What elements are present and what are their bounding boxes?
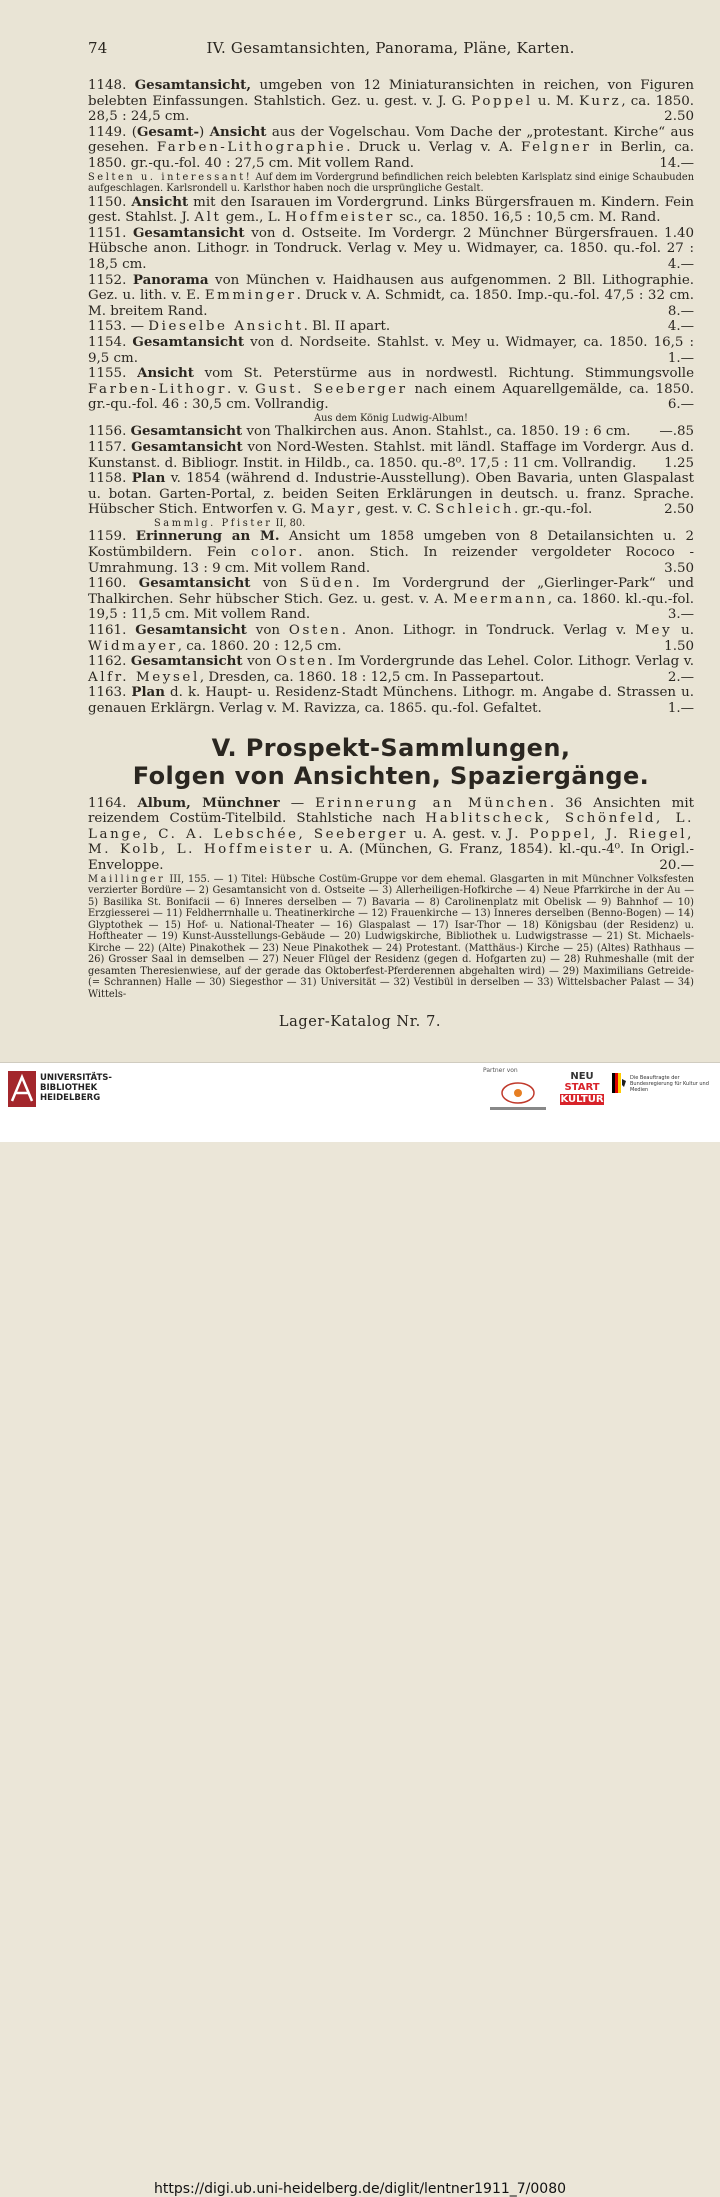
- entry-price: 1.50: [664, 638, 694, 654]
- catalog-entry: [88, 654, 694, 685]
- running-title: IV. Gesamtansichten, Panorama, Pläne, Karten.: [206, 39, 575, 57]
- entry-text: 1159. Erinnerung an M. Ansicht um 1858 umgeben von 8 Detailansichten u. 2 Kostümbildern. Fein color. anon. Stich. In reizender vergoldeter Rococo - Umrahmung. 13 : 9 cm. Mit vollem Rand.: [88, 528, 695, 576]
- entry-text: 1148. Gesamtansicht, umgeben von 12 Miniaturansichten in reichen, von Figuren belebten Einfassungen. Stahlstich. Gez. u. gest. v. J. G. Poppel u. M. Kurz, ca. 1850. 28,5 : 24,5 cm.: [88, 77, 694, 125]
- entry-price: 2.50: [664, 109, 694, 125]
- neustart-line-2: START: [564, 1082, 600, 1093]
- entry-price: 4.—: [667, 319, 694, 335]
- partner-label: Partner von: [483, 1067, 518, 1074]
- section-heading-line-2: Folgen von Ansichten, Spaziergänge.: [132, 761, 650, 790]
- partner-logo-icon: [482, 1079, 554, 1115]
- page-footer: Lager-Katalog Nr. 7.: [278, 1014, 442, 1030]
- entry-price: 8.—: [667, 303, 694, 319]
- catalog-entry: [88, 319, 694, 335]
- catalog-entry: [88, 78, 694, 125]
- catalog-entry: [88, 125, 694, 172]
- catalog-entry: [88, 471, 694, 518]
- entry-price: 20.—: [659, 857, 694, 873]
- entry-price: —.85: [659, 424, 694, 440]
- entry-text: 1162. Gesamtansicht von Osten. Im Vordergrunde das Lehel. Color. Lithogr. Verlag v. Alfr. Meysel, Dresden, ca. 1860. 18 : 12,5 cm. In Passepartout.: [88, 653, 695, 685]
- entry-text: 1163. Plan d. k. Haupt- u. Residenz-Stadt Münchens. Lithogr. m. Angabe d. Strassen u. genauen Erklärgn. Verlag v. M. Ravizza, ca. 1865. qu.-fol. Gefaltet.: [88, 684, 694, 716]
- ub-name-line-2: BIBLIOTHEK: [40, 1083, 98, 1093]
- entry-price: 14.—: [659, 155, 694, 171]
- entry-price: 6.—: [667, 397, 694, 413]
- entry-price: 1.25: [664, 455, 694, 471]
- university-library-name: [40, 1073, 112, 1103]
- bkm-text: Die Beauftragte der Bundesregierung für Kultur und Medien: [630, 1075, 709, 1093]
- entry-text: 1149. (Gesamt-) Ansicht aus der Vogelschau. Vom Dache der „protestant. Kirche“ aus gesehen. Farben-Lithographie. Druck u. Verlag v. A. Felgner in Berlin, ca. 1850. gr.-qu.-fol. 40 : 27,5 cm. Mit vollem Rand.: [88, 123, 694, 171]
- catalog-entry: [88, 529, 694, 576]
- entry-price: 4.—: [667, 256, 694, 272]
- federal-eagle-icon: [612, 1073, 626, 1093]
- catalog-entry: [88, 226, 694, 273]
- neustart-line-1: NEU: [570, 1071, 594, 1082]
- entry-note: Selten u. interessant! Auf dem im Vordergrund befindlichen reich belebten Karlsplatz sind einige Schaubuden aufgeschlagen. Karlsrondell u. Karlsthor haben noch die ursprüngliche Gestalt.: [88, 171, 694, 195]
- catalog-page: [0, 0, 720, 1062]
- entry-text: 1161. Gesamtansicht von Osten. Anon. Lithogr. in Tondruck. Verlag v. Mey u. Widmayer, ca. 1860. 20 : 12,5 cm.: [88, 622, 695, 654]
- neustart-kultur-logo: [560, 1071, 604, 1115]
- entry-price: 3.50: [664, 560, 694, 576]
- catalog-entry: [88, 796, 694, 874]
- section-heading-line-1: V. Prospekt-Sammlungen,: [211, 733, 571, 762]
- section-heading: [88, 734, 694, 790]
- entry-price: 3.—: [667, 607, 694, 623]
- entry-text: 1157. Gesamtansicht von Nord-Westen. Stahlst. mit ländl. Staffage im Vordergr. Aus d. Kunstanst. d. Bibliogr. Instit. in Hildb., ca. 1850. qu.-8⁰. 17,5 : 11 cm. Vollrandig.: [88, 438, 694, 471]
- catalog-entry: [88, 366, 694, 413]
- catalog-entry: [88, 685, 694, 716]
- entry-price: 1.—: [667, 700, 694, 716]
- catalog-entry: [88, 440, 694, 471]
- entry-text: 1164. Album, Münchner — Erinnerung an München. 36 Ansichten mit reizendem Costüm-Titelbild. Stahlstiche nach Hablitscheck, Schönfeld, L. Lange, C. A. Lebschée, Seeberger u. A. gest. v. J. Poppel, J. Riegel, M. Kolb, L. Hoffmeister u. A. (München, G. Franz, 1854). kl.-qu.-4⁰. In Origl.-Enveloppe.: [88, 794, 695, 873]
- ub-name-line-3: HEIDELBERG: [40, 1093, 101, 1103]
- catalog-body: [88, 78, 694, 1000]
- neustart-line-3: KULTUR: [560, 1094, 604, 1105]
- catalog-entry: [88, 335, 694, 366]
- entry-note: Maillinger III, 155. — 1) Titel: Hübsche Costüm-Gruppe vor dem ehemal. Glasgarten in mit Münchner Volksfesten verzierter Bordüre — 2) Gesamtansicht von d. Ostseite — 3) Allerheiligen-Hofkirche — 4) Neue Pfarrkirche in der Au — 5) Basilika St. Bonifacii — 6) Inneres derselben — 7) Bavaria — 8) Carolinenplatz mit Obelisk — 9) Bahnhof — 10) Erzgiesserei — 11) Feldherrnhalle u. Theatinerkirche — 12) Frauenkirche — 13) Inneres derselben (Benno-Bogen) — 14) Glyptothek — 15) Hof- u. National-Theater — 16) Glaspalast — 17) Isar-Thor — 18) Königsbau (der Residenz) u. Hoftheater — 19) Kunst-Ausstellungs-Gebäude — 20) Ludwigskirche, Bibliothek u. Ludwigstrasse — 21) St. Michaels-Kirche — 22) (Alte) Pinakothek — 23) Neue Pinakothek — 24) Protestant. (Matthäus-) Kirche — 25) (Altes) Rathhaus — 26) Grosser Saal in demselben — 27) Neuer Flügel der Residenz (gegen d. Hofgarten zu) — 28) Ruhmeshalle (mit der gesamten Theresienwiese, auf der gerade das Oktoberfest-Pferderennen abgehalten wird) — 29) Maximilians Getreide- (= Schrannen) Halle — 30) Siegesthor — 31) Universität — 32) Vestibül in derselben — 33) Wittelsbacher Palast — 34) Wittels-: [88, 873, 694, 1000]
- entry-price: 1.40: [664, 225, 694, 241]
- university-library-logo-icon: [8, 1071, 36, 1107]
- entry-text: 1156. Gesamtansicht von Thalkirchen aus. Anon. Stahlst., ca. 1850. 19 : 6 cm.: [88, 423, 631, 440]
- entry-text: 1152. Panorama von München v. Haidhausen aus aufgenommen. 2 Bll. Lithographie. Gez. u. lith. v. E. Emminger. Druck v. A. Schmidt, ca. 1850. Imp.-qu.-fol. 47,5 : 32 cm. M. breitem Rand.: [88, 271, 695, 319]
- document-url-link[interactable]: https://digi.ub.uni-heidelberg.de/diglit/lentner1911_7/0080: [153, 2181, 567, 2197]
- entry-text: 1154. Gesamtansicht von d. Nordseite. Stahlst. v. Mey u. Widmayer, ca. 1850. 16,5 : 9,5 cm.: [88, 333, 694, 366]
- catalog-entry: [88, 193, 695, 241]
- entries-section-v: [88, 796, 694, 1000]
- viewer-footer-bar: [0, 1062, 720, 2197]
- entries-section-iv: [88, 78, 694, 717]
- entry-price: 2.50: [664, 502, 694, 518]
- entry-text: 1160. Gesamtansicht von Süden. Im Vordergrund der „Gierlinger-Park“ und Thalkirchen. Sehr hübscher Stich. Gez. u. gest. v. A. Meermann, ca. 1860. kl.-qu.-fol. 19,5 : 11,5 cm. Mit vollem Rand.: [88, 575, 694, 623]
- entry-price: 2.—: [667, 669, 694, 685]
- page-number: 74: [88, 39, 108, 57]
- ub-name-line-1: UNIVERSITÄTS-: [40, 1073, 112, 1083]
- entry-text: 1158. Plan v. 1854 (während d. Industrie-Ausstellung). Oben Bavaria, unten Glaspalast u. botan. Garten-Portal, z. beiden Seiten Erklärungen in deutsch. u. franz. Sprache. Hübscher Stich. Entworfen v. G. Mayr, gest. v. C. Schleich. gr.-qu.-fol.: [88, 470, 694, 518]
- catalog-entry: [88, 576, 694, 623]
- entry-note: Aus dem König Ludwig-Album!: [314, 412, 468, 424]
- catalog-entry: [88, 623, 694, 654]
- entry-note: Sammlg. Pfister II, 80.: [154, 517, 306, 529]
- entry-text: 1155. Ansicht vom St. Peterstürme aus in nordwestl. Richtung. Stimmungsvolle Farben-Lithogr. v. Gust. Seeberger nach einem Aquarellgemälde, ca. 1850. gr.-qu.-fol. 46 : 30,5 cm. Vollrandig.: [88, 365, 694, 413]
- entry-text: 1151. Gesamtansicht von d. Ostseite. Im Vordergr. 2 Münchner Bürgersfrauen. Hübsche anon. Lithogr. in Tondruck. Verlag v. Mey u. Widmayer, ca. 1850. qu.-fol. 27 : 18,5 cm.: [88, 224, 694, 272]
- catalog-entry: [88, 273, 694, 320]
- entry-text: 1153. — Dieselbe Ansicht. Bl. II apart.: [88, 319, 391, 335]
- catalog-entry: [88, 424, 694, 440]
- entry-text: 1150. Ansicht mit den Isarauen im Vordergrund. Links Bürgersfrauen m. Kindern. Fein gest. Stahlst. J. Alt gem., L. Hoffmeister sc., ca. 1850. 16,5 : 10,5 cm. M. Rand.: [88, 193, 695, 226]
- entry-price: 1.—: [667, 350, 694, 366]
